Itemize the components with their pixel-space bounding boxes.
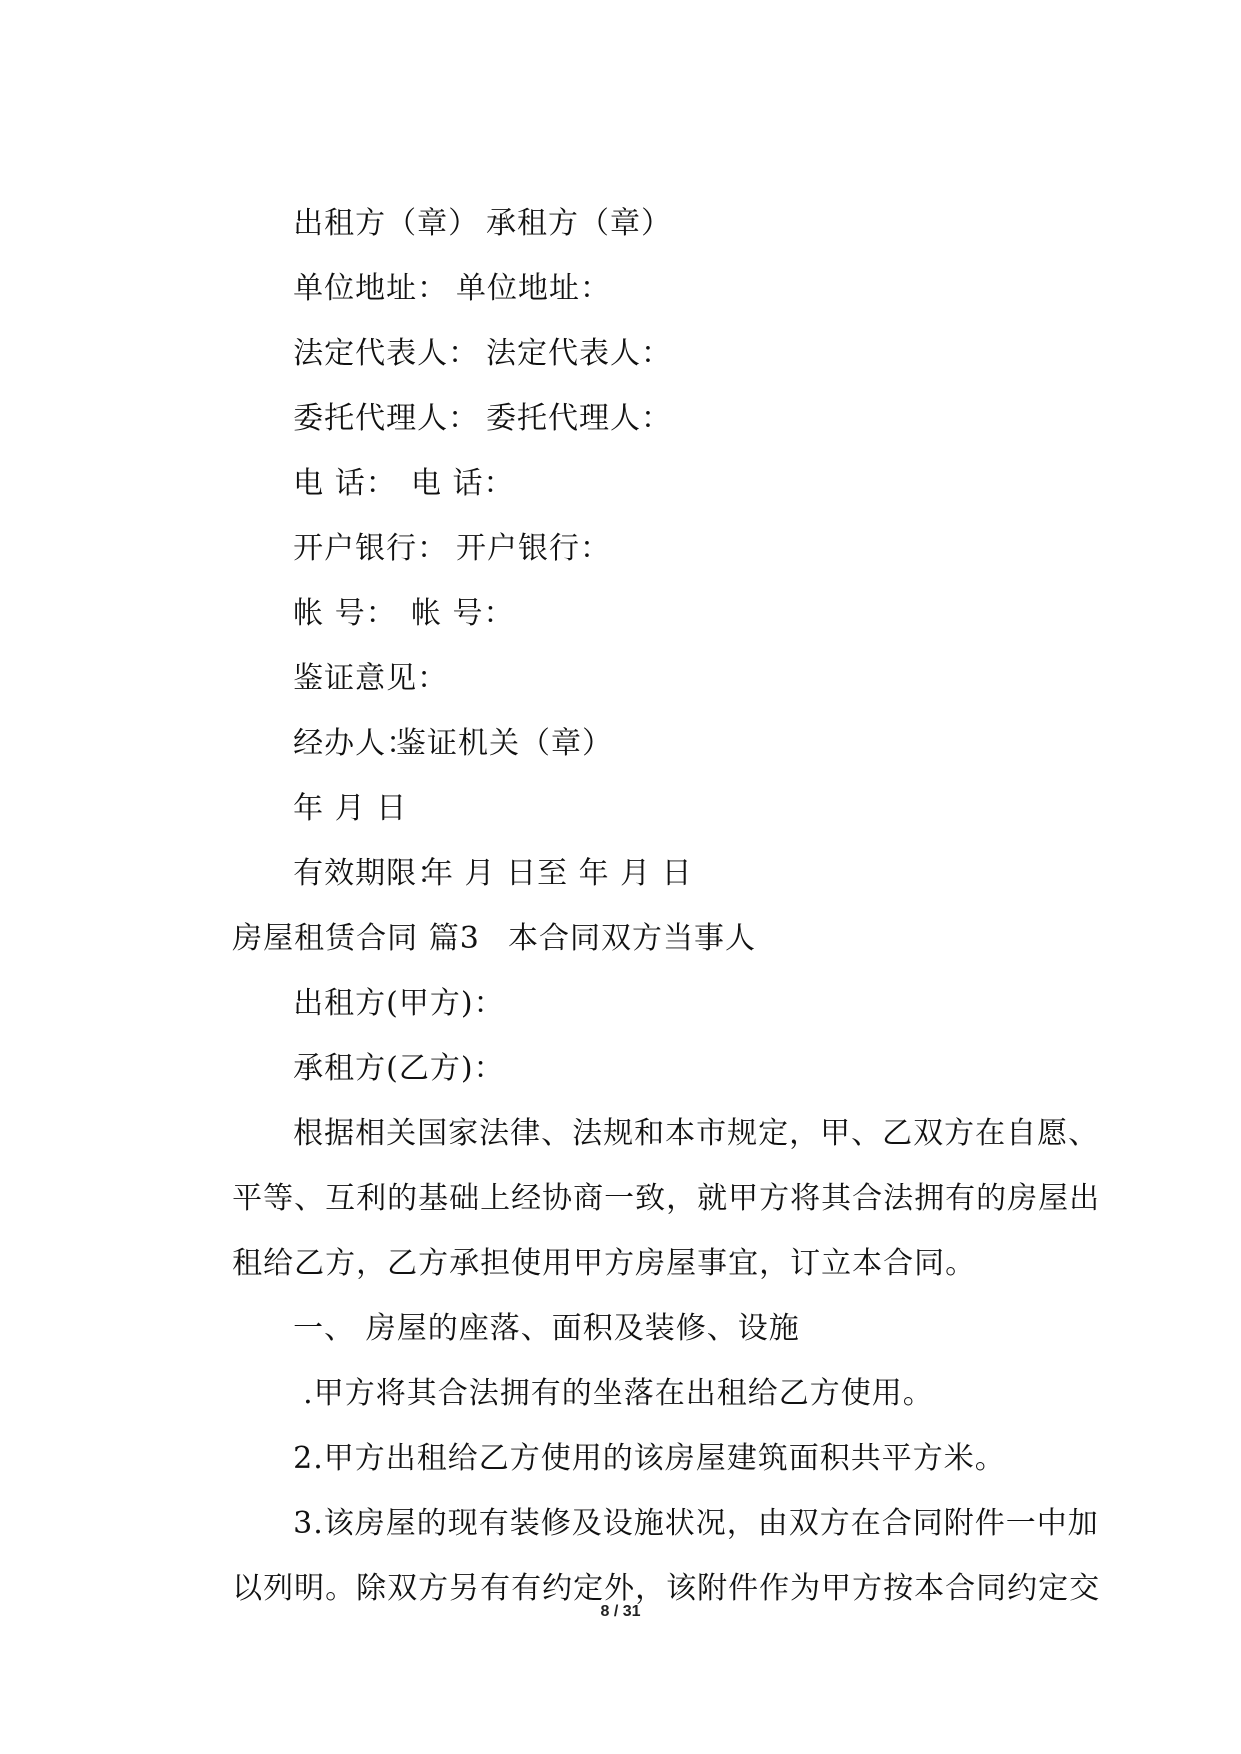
- lessor-seal-label: 出租方（章）: [293, 206, 480, 241]
- party-b-label: 承租方(乙方)：: [293, 1051, 505, 1086]
- clause-1-text: .甲方将其合法拥有的坐落在出租给乙方使用。: [303, 1376, 934, 1411]
- legal-rep-left-label: 法定代表人：: [293, 336, 480, 371]
- intro-text-2: 平等、互利的基础上经协商一致，就甲方将其合法拥有的房屋出: [232, 1181, 1101, 1216]
- validity-value: 年 月 日至 年 月 日: [423, 856, 693, 891]
- party-a-label: 出租方(甲方)：: [293, 986, 505, 1021]
- article-1-title: 一、 房屋的座落、面积及装修、设施: [293, 1311, 800, 1346]
- account-left-label: 帐 号：: [293, 596, 397, 631]
- validity-label: 有效期限：: [293, 856, 449, 891]
- intro-text-1: 根据相关国家法律、法规和本市规定，甲、乙双方在自愿、: [293, 1116, 1100, 1151]
- legal-rep-right-label: 法定代表人：: [486, 336, 672, 371]
- bank-left-label: 开户银行：: [293, 531, 449, 566]
- handler-label: 经办人：: [293, 726, 418, 761]
- account-right-label: 帐 号：: [411, 596, 515, 631]
- clause-3-text-1: 3.该房屋的现有装修及设施状况，由双方在合同附件一中加: [293, 1506, 1099, 1541]
- clause-2-text: 2.甲方出租给乙方使用的该房屋建筑面积共平方米。: [293, 1441, 1006, 1476]
- bank-right-label: 开户银行：: [456, 531, 611, 566]
- section-heading: 房屋租赁合同 篇3: [232, 921, 480, 956]
- agent-left-label: 委托代理人：: [293, 401, 480, 436]
- intro-text-3: 租给乙方，乙方承担使用甲方房屋事宜，订立本合同。: [232, 1246, 977, 1281]
- address-left-label: 单位地址：: [293, 271, 449, 306]
- section-heading-tail: 本合同双方当事人: [508, 921, 756, 956]
- page-number: 8 / 31: [600, 1603, 641, 1620]
- phone-left-label: 电 话：: [293, 466, 397, 501]
- clause-3-text-2: 以列明。除双方另有有约定外，该附件作为甲方按本合同约定交: [232, 1571, 1101, 1606]
- verification-opinion-label: 鉴证意见：: [293, 661, 449, 696]
- clause-3-line-2: [190, 1529, 1100, 1649]
- lessee-seal-label: 承租方（章）: [486, 206, 672, 241]
- agent-right-label: 委托代理人：: [486, 401, 672, 436]
- phone-right-label: 电 话：: [411, 466, 515, 501]
- address-right-label: 单位地址：: [456, 271, 611, 306]
- date-label: 年 月 日: [293, 791, 408, 826]
- verification-authority-label: 鉴证机关（章）: [396, 726, 613, 761]
